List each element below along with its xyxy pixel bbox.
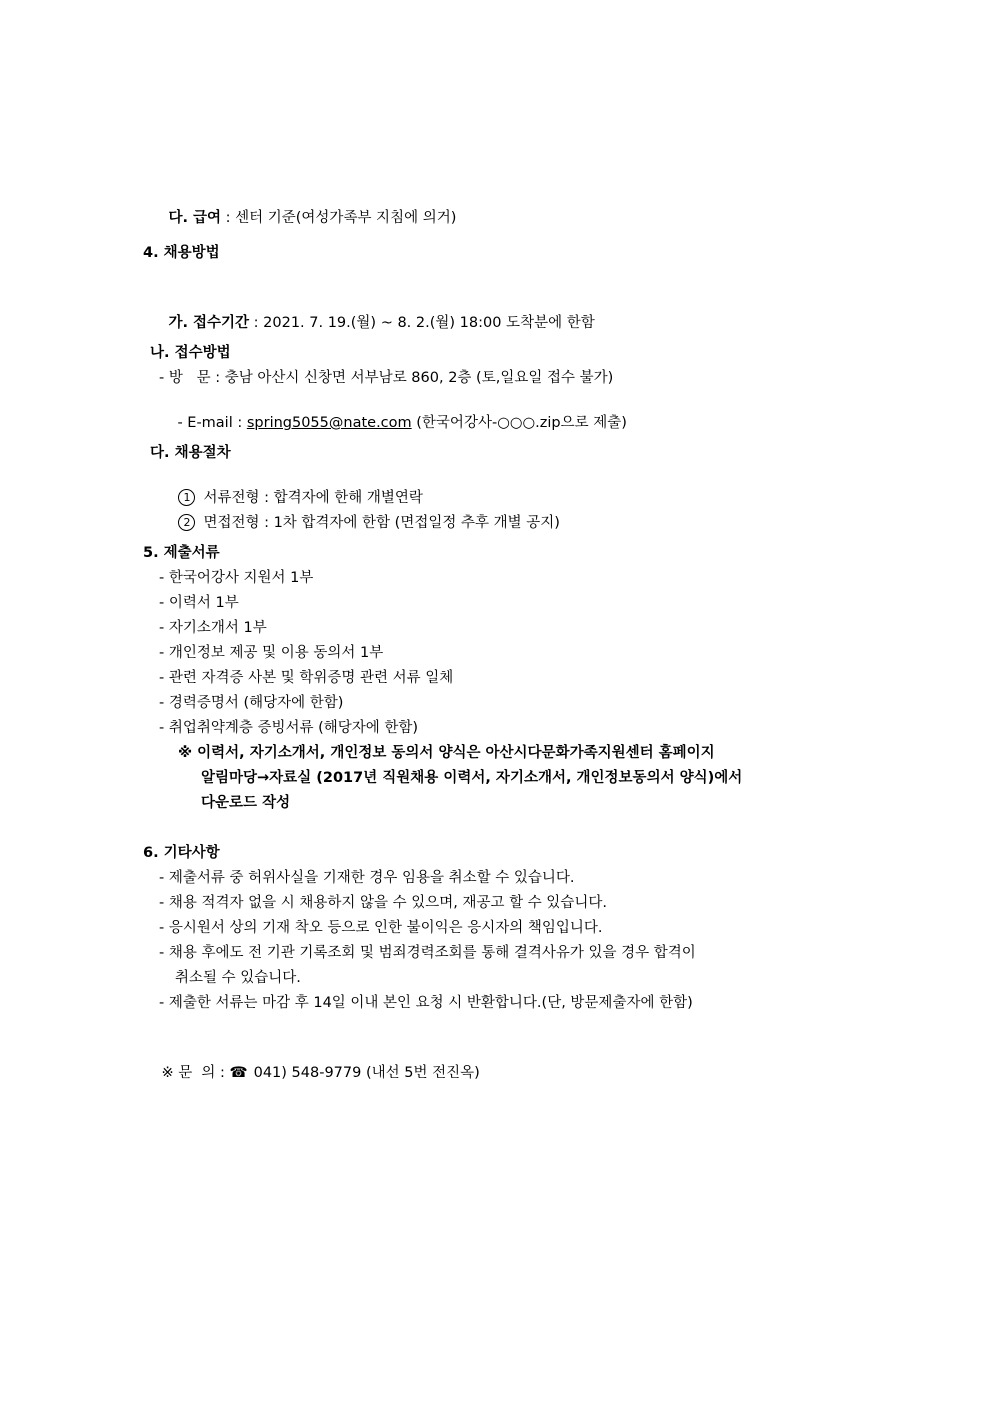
list-item: - 채용 후에도 전 기관 기록조회 및 범죄경력조회를 통해 결격사유가 있을 경우 합격이 xyxy=(159,945,696,961)
list-item: - 경력증명서 (해당자에 한함) xyxy=(159,695,344,711)
list-item: - 취업취약계층 증빙서류 (해당자에 한함) xyxy=(159,720,419,736)
list-item: - 개인정보 제공 및 이용 동의서 1부 xyxy=(159,645,384,661)
step-number-badge: 2 xyxy=(178,514,195,531)
list-item: - 자기소개서 1부 xyxy=(159,620,267,636)
salary-sep: : xyxy=(221,210,236,226)
step-number-badge: 1 xyxy=(178,489,195,506)
section6-title: 6. 기타사항 xyxy=(143,845,220,861)
inquiry-line xyxy=(143,1043,480,1103)
list-item: - 이력서 1부 xyxy=(159,595,239,611)
inquiry-prefix: ※ 문 의 : xyxy=(161,1065,230,1081)
form-note-line: ※ 이력서, 자기소개서, 개인정보 동의서 양식은 아산시다문화가족지원센터 홈페이지 xyxy=(178,745,715,761)
procedure-step-text: 면접전형 : 1차 합격자에 한함 (면접일정 추후 개별 공지) xyxy=(203,515,560,531)
form-note-line: 알림마당→자료실 (2017년 직원채용 이력서, 자기소개서, 개인정보동의서 양식)에서 xyxy=(201,770,743,786)
salary-line xyxy=(150,188,456,248)
list-item: - 관련 자격증 사본 및 학위증명 관련 서류 일체 xyxy=(159,670,454,686)
form-note-line: 다운로드 작성 xyxy=(201,795,291,811)
procedure-step-2 xyxy=(160,493,560,553)
list-item: - 제출한 서류는 마감 후 14일 이내 본인 요청 시 반환합니다.(단, 방문제출자에 한함) xyxy=(159,995,693,1011)
period-sep: : xyxy=(249,315,264,331)
method-visit: - 방 문 : 충남 아산시 신창면 서부남로 860, 2층 (토,일요일 접수 불가) xyxy=(159,370,614,386)
procedure-title: 다. 채용절차 xyxy=(150,445,231,461)
list-item: - 한국어강사 지원서 1부 xyxy=(159,570,314,586)
list-item: - 채용 적격자 없을 시 채용하지 않을 수 있으며, 재공고 할 수 있습니다. xyxy=(159,895,607,911)
salary-label: 다. 급여 xyxy=(168,210,222,226)
email-link[interactable]: spring5055@nate.com xyxy=(246,415,412,431)
telephone-icon: ☎ xyxy=(229,1065,248,1081)
email-suffix: (한국어강사-○○○.zip으로 제출) xyxy=(411,415,627,431)
list-item: - 제출서류 중 허위사실을 기재한 경우 임용을 취소할 수 있습니다. xyxy=(159,870,575,886)
salary-text: 센터 기준(여성가족부 지침에 의거) xyxy=(235,210,457,226)
procedure-step-text: 서류전형 : 합격자에 한해 개별연락 xyxy=(203,490,423,506)
email-prefix: - E-mail : xyxy=(177,415,247,431)
inquiry-text: 041) 548-9779 (내선 5번 전진옥) xyxy=(253,1065,480,1081)
section4-title: 4. 채용방법 xyxy=(143,245,220,261)
period-label: 가. 접수기간 xyxy=(168,315,250,331)
list-item: - 응시원서 상의 기재 착오 등으로 인한 불이익은 응시자의 책임입니다. xyxy=(159,920,603,936)
section5-title: 5. 제출서류 xyxy=(143,545,220,561)
list-item-continuation: 취소될 수 있습니다. xyxy=(175,970,301,986)
period-text: 2021. 7. 19.(월) ~ 8. 2.(월) 18:00 도착분에 한함 xyxy=(263,315,595,331)
method-title: 나. 접수방법 xyxy=(150,345,231,361)
